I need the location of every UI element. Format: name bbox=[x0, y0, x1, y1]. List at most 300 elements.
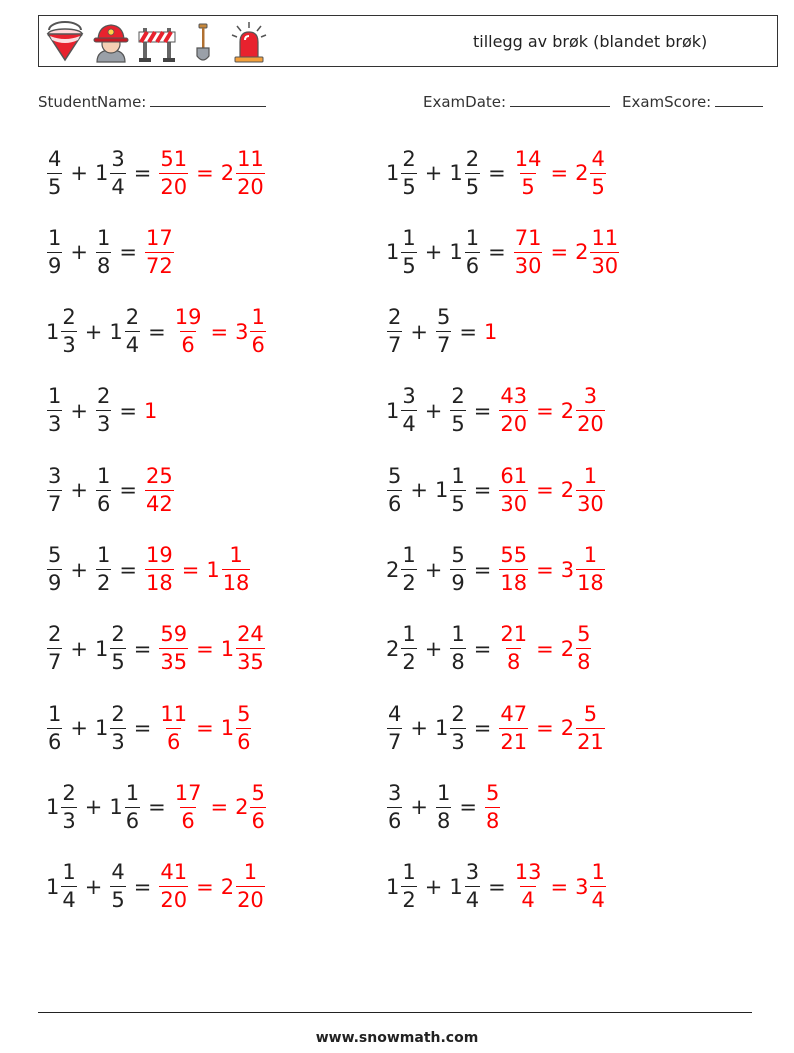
addend-2-denominator: 3 bbox=[96, 412, 111, 437]
alarm-siren-icon bbox=[229, 20, 269, 64]
addend-2-denominator: 5 bbox=[465, 174, 480, 199]
answer-mixed-numerator: 5 bbox=[577, 622, 591, 647]
answer-improper-denominator: 18 bbox=[500, 571, 528, 595]
answer-mixed-denominator: 18 bbox=[577, 571, 604, 595]
equals-sign: = bbox=[473, 557, 492, 582]
addend-2 bbox=[110, 701, 125, 754]
answer-mixed-whole: 2 bbox=[560, 716, 575, 741]
addend-2 bbox=[110, 624, 125, 673]
addend-2-denominator: 4 bbox=[111, 174, 125, 199]
answer-improper-denominator: 6 bbox=[167, 729, 181, 754]
answer-improper bbox=[159, 146, 188, 199]
answer-improper-numerator: 25 bbox=[145, 463, 173, 488]
exam-score-field bbox=[622, 92, 763, 111]
exam-score-label: ExamScore: bbox=[622, 93, 712, 111]
addend-1-whole: 1 bbox=[386, 874, 400, 899]
answer-equals-sign: = bbox=[196, 716, 214, 741]
answer-mixed-numerator: 1 bbox=[229, 543, 243, 567]
answer-improper-numerator: 71 bbox=[514, 225, 542, 250]
addend-1-whole: 2 bbox=[386, 557, 400, 582]
addend-2-numerator: 1 bbox=[451, 463, 465, 488]
answer-mixed-denominator: 6 bbox=[251, 808, 265, 833]
equals-sign: = bbox=[473, 636, 492, 661]
addend-2 bbox=[465, 225, 480, 278]
answer-mixed-numerator: 11 bbox=[591, 225, 619, 250]
addend-1 bbox=[47, 225, 62, 278]
addend-1 bbox=[401, 624, 416, 673]
answer-improper-denominator: 6 bbox=[181, 333, 195, 358]
answer bbox=[173, 307, 267, 356]
problem-item bbox=[46, 380, 157, 442]
answer-improper-numerator: 43 bbox=[500, 384, 528, 409]
addend-2 bbox=[96, 545, 111, 594]
addend-2-numerator: 2 bbox=[96, 384, 111, 409]
addend-1-numerator: 1 bbox=[402, 543, 416, 567]
problem-item bbox=[386, 142, 607, 204]
addend-2-numerator: 2 bbox=[111, 622, 125, 647]
addend-1-numerator: 1 bbox=[48, 225, 62, 250]
addend-2-denominator: 6 bbox=[465, 253, 480, 278]
addend-2 bbox=[465, 146, 480, 199]
addend-1-numerator: 2 bbox=[62, 780, 76, 805]
plus-sign: + bbox=[70, 636, 88, 661]
addend-1-whole: 1 bbox=[386, 240, 400, 265]
addend-1-whole: 1 bbox=[46, 319, 60, 344]
problem-item bbox=[46, 142, 266, 204]
addend-1-denominator: 3 bbox=[62, 333, 76, 358]
answer-improper bbox=[159, 624, 188, 673]
addend-1-denominator: 7 bbox=[48, 650, 62, 675]
addend-1-whole: 1 bbox=[46, 795, 60, 820]
answer bbox=[173, 780, 267, 833]
addend-1-denominator: 7 bbox=[388, 333, 402, 358]
addend-1-numerator: 2 bbox=[402, 146, 416, 171]
answer-equals-sign: = bbox=[196, 636, 214, 661]
answer-improper bbox=[514, 862, 543, 911]
addend-1-whole: 1 bbox=[386, 398, 400, 423]
answer-improper-denominator: 18 bbox=[145, 571, 173, 595]
answer-improper-denominator: 21 bbox=[500, 729, 528, 754]
plus-sign: + bbox=[410, 478, 428, 503]
answer-improper bbox=[499, 624, 528, 673]
equals-sign: = bbox=[119, 240, 137, 265]
equals-sign: = bbox=[119, 398, 137, 423]
equals-sign: = bbox=[488, 240, 506, 265]
answer-mixed-denominator: 35 bbox=[237, 650, 264, 675]
answer-mixed-whole: 2 bbox=[220, 161, 235, 185]
addend-1 bbox=[61, 862, 76, 911]
answer-equals-sign: = bbox=[181, 557, 200, 582]
equals-sign: = bbox=[133, 874, 152, 899]
answer-mixed-denominator: 20 bbox=[237, 174, 264, 199]
firefighter-icon bbox=[91, 20, 131, 64]
bucket-icon bbox=[45, 20, 85, 64]
answer bbox=[158, 146, 265, 199]
addend-2-whole: 1 bbox=[109, 795, 123, 820]
addend-1-numerator: 1 bbox=[48, 384, 62, 409]
answer-equals-sign: = bbox=[210, 319, 229, 344]
answer-equals-sign: = bbox=[536, 557, 554, 582]
answer-equals-sign: = bbox=[536, 636, 554, 661]
exam-score-blank bbox=[715, 92, 763, 107]
addend-2-numerator: 1 bbox=[465, 225, 480, 250]
answer-mixed-numerator: 1 bbox=[583, 463, 598, 488]
addend-1-numerator: 2 bbox=[48, 622, 62, 647]
answer-mixed bbox=[576, 624, 591, 673]
answer bbox=[158, 701, 252, 754]
answer-mixed bbox=[222, 545, 251, 594]
answer-mixed bbox=[576, 701, 605, 754]
answer-improper bbox=[514, 146, 543, 199]
answer-whole: 1 bbox=[483, 319, 498, 344]
addend-2 bbox=[450, 624, 465, 673]
addend-1-numerator: 2 bbox=[62, 305, 76, 330]
addend-2-whole: 1 bbox=[449, 161, 463, 185]
addend-1-denominator: 5 bbox=[48, 174, 62, 199]
answer-equals-sign: = bbox=[550, 874, 569, 899]
addend-2 bbox=[450, 386, 465, 435]
addend-1-numerator: 1 bbox=[62, 860, 76, 885]
header-box bbox=[38, 15, 778, 67]
answer-improper-denominator: 35 bbox=[160, 650, 188, 675]
answer bbox=[158, 624, 265, 673]
answer-improper bbox=[145, 463, 174, 516]
problem-item bbox=[386, 618, 592, 680]
addend-1 bbox=[47, 386, 62, 435]
answer-improper bbox=[174, 780, 203, 833]
answer-equals-sign: = bbox=[550, 240, 569, 265]
answer-mixed-whole: 2 bbox=[235, 795, 249, 820]
answer-mixed bbox=[236, 701, 251, 754]
problem-item bbox=[46, 301, 267, 363]
addend-1-denominator: 5 bbox=[402, 253, 416, 278]
addend-2 bbox=[96, 386, 111, 435]
addend-2 bbox=[465, 862, 480, 911]
addend-2-denominator: 7 bbox=[436, 333, 451, 358]
answer-mixed-whole: 1 bbox=[206, 557, 220, 582]
answer-improper bbox=[499, 463, 528, 516]
answer-improper bbox=[499, 386, 528, 435]
addend-2-numerator: 2 bbox=[465, 146, 480, 171]
answer bbox=[513, 146, 607, 199]
addend-1 bbox=[387, 701, 402, 754]
addend-2-whole: 1 bbox=[449, 874, 463, 899]
equals-sign: = bbox=[133, 716, 152, 741]
answer bbox=[513, 225, 620, 278]
header-icons bbox=[45, 20, 269, 64]
answer-mixed-numerator: 1 bbox=[583, 543, 598, 567]
addend-1-numerator: 1 bbox=[402, 860, 416, 885]
footer-divider bbox=[38, 1012, 752, 1013]
addend-2-whole: 1 bbox=[109, 319, 123, 344]
exam-date-label: ExamDate: bbox=[423, 93, 507, 111]
addend-1-denominator: 9 bbox=[48, 571, 62, 595]
addend-2-numerator: 1 bbox=[436, 780, 451, 805]
addend-1 bbox=[387, 307, 402, 356]
addend-1 bbox=[47, 545, 62, 594]
addend-1 bbox=[387, 463, 402, 516]
answer-mixed bbox=[576, 545, 605, 594]
addend-1-numerator: 3 bbox=[388, 780, 402, 805]
answer-improper bbox=[499, 545, 528, 594]
plus-sign: + bbox=[70, 398, 88, 423]
plus-sign: + bbox=[70, 478, 88, 503]
addend-1-whole: 1 bbox=[46, 874, 60, 899]
answer-improper-denominator: 20 bbox=[160, 174, 188, 199]
addend-2-numerator: 2 bbox=[125, 305, 140, 330]
answer-improper-numerator: 59 bbox=[160, 622, 188, 647]
addend-2-denominator: 5 bbox=[111, 888, 125, 913]
answer-improper-denominator: 4 bbox=[521, 888, 535, 913]
answer-improper-denominator: 72 bbox=[145, 253, 173, 278]
problem-item bbox=[386, 776, 501, 838]
equals-sign: = bbox=[473, 716, 492, 741]
addend-1-numerator: 1 bbox=[402, 622, 416, 647]
addend-1-numerator: 3 bbox=[402, 384, 416, 409]
answer-improper bbox=[514, 225, 543, 278]
student-name-label: StudentName: bbox=[38, 93, 147, 111]
addend-1-numerator: 3 bbox=[48, 463, 62, 488]
student-name-field bbox=[38, 92, 266, 111]
plus-sign: + bbox=[70, 240, 88, 265]
answer-mixed bbox=[576, 463, 605, 516]
answer-improper-numerator: 61 bbox=[500, 463, 528, 488]
problem-item bbox=[386, 539, 606, 601]
addend-2-numerator: 1 bbox=[96, 543, 111, 567]
addend-1-numerator: 2 bbox=[388, 305, 402, 330]
addend-1 bbox=[47, 701, 62, 754]
addend-2 bbox=[450, 701, 465, 754]
plus-sign: + bbox=[424, 874, 443, 899]
addend-2-numerator: 1 bbox=[96, 463, 111, 488]
addend-2 bbox=[450, 545, 465, 594]
answer-improper-denominator: 20 bbox=[160, 888, 188, 913]
answer-improper-numerator: 5 bbox=[485, 780, 500, 805]
addend-1-denominator: 9 bbox=[48, 253, 62, 278]
addend-2-numerator: 5 bbox=[451, 543, 465, 567]
addend-2-denominator: 5 bbox=[111, 650, 125, 675]
addend-1-numerator: 5 bbox=[388, 463, 402, 488]
problem-item bbox=[46, 539, 251, 601]
answer-improper-denominator: 8 bbox=[507, 650, 521, 675]
addend-1 bbox=[47, 463, 62, 516]
exam-date-field bbox=[423, 92, 610, 111]
answer-mixed-whole: 1 bbox=[220, 716, 235, 741]
answer-mixed-denominator: 18 bbox=[222, 571, 250, 595]
answer-improper bbox=[159, 701, 188, 754]
answer bbox=[498, 701, 605, 754]
addend-2-numerator: 5 bbox=[436, 305, 451, 330]
addend-1-numerator: 5 bbox=[48, 543, 62, 567]
addend-2 bbox=[125, 780, 140, 833]
plus-sign: + bbox=[410, 319, 428, 344]
addend-2-denominator: 5 bbox=[451, 491, 465, 516]
answer-mixed bbox=[590, 146, 605, 199]
answer-improper-numerator: 19 bbox=[145, 543, 173, 567]
addend-2-denominator: 8 bbox=[451, 650, 465, 675]
answer-mixed-denominator: 6 bbox=[237, 729, 251, 754]
answer-mixed bbox=[236, 624, 265, 673]
equals-sign: = bbox=[119, 557, 137, 582]
addend-2-denominator: 4 bbox=[125, 333, 140, 358]
addend-2-denominator: 6 bbox=[125, 808, 140, 833]
answer bbox=[144, 463, 175, 516]
answer-mixed-denominator: 20 bbox=[237, 888, 264, 913]
answer-mixed-numerator: 11 bbox=[237, 146, 264, 171]
addend-2-denominator: 8 bbox=[96, 253, 111, 278]
problem-item bbox=[46, 856, 266, 918]
addend-1-numerator: 4 bbox=[48, 146, 62, 171]
answer-mixed bbox=[250, 307, 265, 356]
addend-2-numerator: 3 bbox=[111, 146, 125, 171]
answer-equals-sign: = bbox=[536, 398, 554, 423]
answer-mixed-denominator: 6 bbox=[251, 333, 265, 358]
answer-mixed bbox=[236, 146, 265, 199]
addend-2-numerator: 3 bbox=[465, 860, 480, 885]
answer-mixed-numerator: 5 bbox=[251, 780, 265, 805]
answer-improper-denominator: 42 bbox=[145, 491, 173, 516]
addend-1-denominator: 2 bbox=[402, 888, 416, 913]
answer-improper-numerator: 51 bbox=[160, 146, 188, 171]
answer bbox=[484, 320, 497, 344]
plus-sign: + bbox=[70, 557, 88, 582]
addend-2-numerator: 1 bbox=[96, 225, 111, 250]
addend-1-numerator: 1 bbox=[402, 225, 416, 250]
answer-mixed-numerator: 1 bbox=[251, 305, 265, 330]
addend-2 bbox=[436, 307, 451, 356]
addend-1-denominator: 7 bbox=[48, 491, 62, 516]
answer bbox=[513, 862, 607, 911]
equals-sign: = bbox=[133, 161, 152, 185]
addend-2-denominator: 8 bbox=[436, 808, 451, 833]
answer-improper-denominator: 5 bbox=[521, 174, 535, 199]
answer-mixed-whole: 3 bbox=[560, 557, 575, 582]
answer-mixed-whole: 2 bbox=[560, 636, 575, 661]
answer-mixed-whole: 2 bbox=[220, 874, 235, 899]
problem-item bbox=[386, 697, 606, 759]
addend-1 bbox=[401, 862, 416, 911]
equals-sign: = bbox=[148, 795, 166, 820]
problem-item bbox=[386, 856, 607, 918]
addend-1 bbox=[387, 780, 402, 833]
addend-2 bbox=[125, 307, 140, 356]
answer-mixed-denominator: 8 bbox=[577, 650, 591, 675]
addend-2-denominator: 6 bbox=[96, 491, 111, 516]
problem-item bbox=[46, 618, 266, 680]
addend-1-denominator: 2 bbox=[402, 571, 416, 595]
addend-2-denominator: 4 bbox=[465, 888, 480, 913]
addend-2 bbox=[110, 862, 125, 911]
addend-1-denominator: 2 bbox=[402, 650, 416, 675]
equals-sign: = bbox=[473, 478, 492, 503]
addend-2-whole: 1 bbox=[434, 478, 449, 503]
answer-mixed-numerator: 4 bbox=[591, 146, 605, 171]
problem-item bbox=[46, 697, 252, 759]
answer-mixed bbox=[236, 862, 265, 911]
answer bbox=[498, 545, 605, 594]
addend-1-whole: 2 bbox=[386, 636, 400, 661]
addend-1-denominator: 3 bbox=[48, 412, 62, 437]
plus-sign: + bbox=[424, 240, 443, 265]
answer bbox=[498, 463, 605, 516]
problem-item bbox=[386, 380, 606, 442]
answer bbox=[158, 862, 265, 911]
student-name-blank bbox=[150, 92, 266, 107]
answer-mixed-whole: 2 bbox=[560, 398, 575, 423]
answer-mixed-denominator: 4 bbox=[591, 888, 605, 913]
equals-sign: = bbox=[488, 161, 506, 185]
plus-sign: + bbox=[424, 161, 443, 185]
addend-1 bbox=[61, 307, 76, 356]
answer-improper-numerator: 11 bbox=[160, 701, 188, 726]
addend-1-denominator: 6 bbox=[388, 491, 402, 516]
answer-equals-sign: = bbox=[196, 874, 214, 899]
addend-2 bbox=[96, 225, 111, 278]
answer-improper-denominator: 20 bbox=[500, 412, 528, 437]
answer-improper bbox=[499, 701, 528, 754]
addend-2-whole: 1 bbox=[94, 716, 109, 741]
answer-mixed-whole: 3 bbox=[235, 319, 249, 344]
answer-mixed-denominator: 20 bbox=[577, 412, 604, 437]
answer-improper-numerator: 55 bbox=[500, 543, 528, 567]
equals-sign: = bbox=[119, 478, 137, 503]
addend-2-numerator: 2 bbox=[111, 701, 125, 726]
answer-mixed bbox=[250, 780, 265, 833]
answer-equals-sign: = bbox=[536, 716, 554, 741]
addend-2-whole: 1 bbox=[94, 161, 109, 185]
addend-2-whole: 1 bbox=[94, 636, 109, 661]
addend-1 bbox=[401, 146, 416, 199]
problem-item bbox=[386, 221, 620, 283]
answer-improper-denominator: 8 bbox=[485, 808, 500, 833]
plus-sign: + bbox=[424, 636, 443, 661]
plus-sign: + bbox=[84, 795, 103, 820]
answer bbox=[144, 545, 251, 594]
answer-mixed-denominator: 5 bbox=[591, 174, 605, 199]
answer-improper-denominator: 30 bbox=[500, 491, 528, 516]
addend-1-denominator: 5 bbox=[402, 174, 416, 199]
addend-1-denominator: 4 bbox=[62, 888, 76, 913]
answer-improper-numerator: 17 bbox=[174, 780, 202, 805]
answer bbox=[144, 399, 157, 423]
answer-mixed-numerator: 5 bbox=[583, 701, 598, 726]
road-barrier-icon bbox=[137, 20, 177, 64]
equals-sign: = bbox=[148, 319, 166, 344]
answer-mixed bbox=[576, 386, 605, 435]
answer-mixed-whole: 2 bbox=[575, 240, 589, 265]
addend-1-denominator: 6 bbox=[388, 808, 402, 833]
plus-sign: + bbox=[84, 319, 103, 344]
answer-equals-sign: = bbox=[210, 795, 229, 820]
equals-sign: = bbox=[133, 636, 152, 661]
answer-improper-numerator: 19 bbox=[174, 305, 202, 330]
answer bbox=[144, 225, 175, 278]
addend-2-numerator: 4 bbox=[111, 860, 125, 885]
answer-whole: 1 bbox=[143, 398, 158, 423]
addend-2-numerator: 1 bbox=[451, 622, 465, 647]
answer-improper-numerator: 47 bbox=[500, 701, 528, 726]
answer-mixed bbox=[590, 862, 605, 911]
addend-2-numerator: 1 bbox=[125, 780, 140, 805]
problem-item bbox=[386, 301, 497, 363]
answer-improper-numerator: 17 bbox=[145, 225, 173, 250]
equals-sign: = bbox=[459, 319, 477, 344]
addend-2-whole: 1 bbox=[434, 716, 449, 741]
answer-improper bbox=[145, 545, 174, 594]
equals-sign: = bbox=[459, 795, 477, 820]
answer bbox=[498, 386, 605, 435]
answer-improper bbox=[159, 862, 188, 911]
